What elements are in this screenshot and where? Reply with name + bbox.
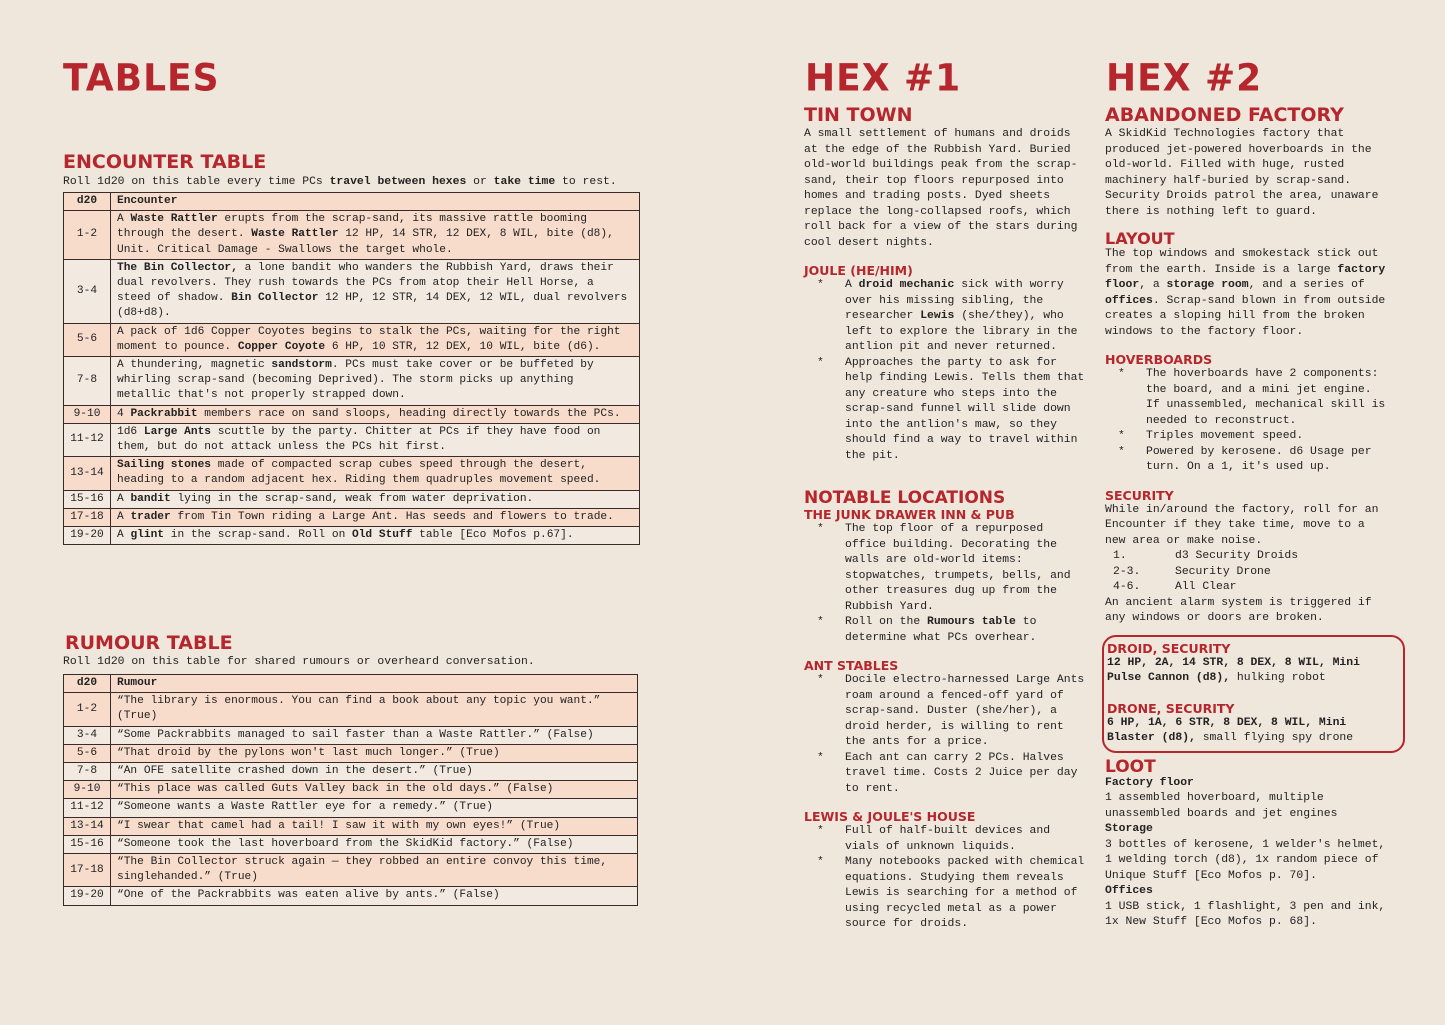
encounter-intro-text: Roll 1d20 on this table every time PCs bbox=[63, 176, 330, 188]
roll-cell: 11-12 bbox=[64, 799, 111, 817]
encounter-intro-bold: take time bbox=[493, 176, 556, 188]
encounter-table bbox=[63, 192, 640, 545]
lewis-house-list bbox=[804, 824, 1086, 933]
droid-title: DROID, SECURITY bbox=[1107, 640, 1231, 656]
table-row bbox=[64, 211, 640, 260]
cell-text: A bbox=[117, 529, 131, 542]
encounter-intro bbox=[63, 175, 643, 190]
list-item: * Triples movement speed. bbox=[1105, 429, 1388, 445]
cell-text: a lone bandit who wanders the Rubbish Yard, draws their dual revolvers. They rush towards the PCs from atop their Hell Horse, a steed of shadow. bbox=[117, 261, 614, 305]
list-item: * Docile electro-harnessed Large Ants roam around a fenced-off yard of scrap-sand. Duster (she/her), a droid herder, is willing to rent the ants for a price. bbox=[804, 673, 1086, 751]
hoverboards-title: HOVERBOARDS bbox=[1105, 352, 1213, 367]
table-row bbox=[64, 527, 640, 545]
rumour-cell: “This place was called Guts Valley back in the old days.” (False) bbox=[111, 781, 638, 799]
table-row bbox=[64, 799, 638, 817]
security-title: SECURITY bbox=[1105, 487, 1174, 503]
hex2-description: A SkidKid Technologies factory that produced jet-powered hoverboards in the old-world. Filled with huge, rusted machinery half-buried by scrap-sand. Security Droids patrol the area, unaware there is nothing left to guard. bbox=[1105, 128, 1379, 218]
list-item: * The top floor of a repurposed office building. Decorating the walls are old-world items: stopwatches, trumpets, bells, and other treasures dug up from the Rubbish Yard. bbox=[804, 522, 1086, 615]
loot-offices-label: Offices bbox=[1105, 885, 1153, 897]
list-text: (she/they), who left to explore the library in the antlion pit and never returned. bbox=[845, 310, 1078, 353]
encounter-cell bbox=[111, 211, 640, 260]
cell-text: table [Eco Mofos p.67]. bbox=[412, 529, 574, 542]
droid-desc: hulking robot bbox=[1230, 672, 1326, 684]
roll-cell: 17-18 bbox=[64, 508, 111, 526]
rumour-cell: “Some Packrabbits managed to sail faster than a Waste Rattler.” (False) bbox=[111, 726, 638, 744]
table-row bbox=[64, 423, 640, 456]
roll-cell: 19-20 bbox=[64, 527, 111, 545]
rumour-cell: “An OFE satellite crashed down in the desert.” (True) bbox=[111, 763, 638, 781]
loot-floor-label: Factory floor bbox=[1105, 776, 1194, 789]
layout-part: . Scrap-sand blown in from outside creates a sloping hill from the broken windows to the factory floor. bbox=[1105, 294, 1386, 338]
table-row bbox=[64, 490, 640, 508]
roll-cell: 15-16 bbox=[64, 835, 111, 853]
security-roll: 4-6. bbox=[1113, 581, 1141, 593]
roll-cell: 3-4 bbox=[64, 726, 111, 744]
list-item: * Many notebooks packed with chemical equations. Studying them reveals Lewis is searching for a method of using recycled metal as a power source for droids. bbox=[804, 855, 1086, 933]
list-item bbox=[804, 615, 1086, 646]
cell-bold: trader bbox=[130, 510, 171, 523]
layout-bold: offices bbox=[1105, 294, 1153, 307]
cell-text: A bbox=[117, 492, 131, 505]
stat-block bbox=[1102, 635, 1405, 753]
table-row bbox=[64, 781, 638, 799]
cell-text: 1d6 bbox=[117, 425, 144, 438]
roll-cell: 5-6 bbox=[64, 744, 111, 762]
cell-bold: Large Ants bbox=[143, 425, 211, 438]
security-roll-row bbox=[1113, 580, 1388, 596]
table-row bbox=[64, 357, 640, 406]
loot-floor: 1 assembled hoverboard, multiple unassembled boards and jet engines bbox=[1105, 792, 1338, 820]
droid-stats-bold: 12 HP, 2A, 14 STR, 8 DEX, 8 WIL, Mini Pulse Cannon (d8), bbox=[1107, 656, 1360, 684]
loot-storage: 3 bottles of kerosene, 1 welder's helmet, 1 welding torch (d8), 1x random piece of Unique Stuff [Eco Mofos p. 70]. bbox=[1105, 838, 1386, 882]
hex1-name: TIN TOWN bbox=[804, 104, 913, 126]
encounter-cell bbox=[111, 423, 640, 456]
rumour-cell: “Someone wants a Waste Rattler eye for a remedy.” (True) bbox=[111, 799, 638, 817]
cell-text: members race on sand sloops, heading directly towards the PCs. bbox=[197, 407, 621, 420]
security-result: d3 Security Droids bbox=[1175, 550, 1299, 562]
layout-part: , and a series of bbox=[1248, 279, 1365, 291]
cell-text: in the scrap-sand. Roll on bbox=[164, 529, 352, 542]
cell-text: 12 HP, 12 STR, 14 DEX, 12 WIL, dual revolvers (d8+d8). bbox=[117, 292, 628, 320]
notable-locations-title: NOTABLE LOCATIONS bbox=[804, 488, 1006, 508]
cell-text: A bbox=[117, 510, 131, 523]
encounter-cell bbox=[111, 405, 640, 423]
list-item: * The hoverboards have 2 components: the board, and a mini jet engine. If unassembled, mechanical skill is needed to reconstruct. bbox=[1105, 367, 1388, 429]
cell-bold: The Bin Collector, bbox=[117, 261, 238, 274]
drone-title: DRONE, SECURITY bbox=[1107, 700, 1235, 716]
list-bold: droid mechanic bbox=[858, 279, 955, 291]
header-rumour: Rumour bbox=[111, 675, 638, 693]
roll-cell: 1-2 bbox=[64, 211, 111, 260]
roll-cell: 7-8 bbox=[64, 763, 111, 781]
encounter-cell bbox=[111, 508, 640, 526]
encounter-intro-text: or bbox=[466, 176, 494, 188]
security-roll-row bbox=[1113, 549, 1388, 565]
list-item bbox=[804, 278, 1086, 356]
cell-text: A bbox=[117, 213, 131, 226]
table-row bbox=[64, 835, 638, 853]
table-row bbox=[64, 817, 638, 835]
table-row bbox=[64, 259, 640, 323]
table-header-row bbox=[64, 675, 638, 693]
rumour-table bbox=[63, 674, 638, 906]
cell-text: lying in the scrap-sand, weak from water deprivation. bbox=[170, 492, 534, 505]
encounter-intro-text: to rest. bbox=[555, 176, 617, 188]
rumour-cell: “That droid by the pylons won't last much longer.” (True) bbox=[111, 744, 638, 762]
cell-text: scuttle by the party. Chitter at PCs if they have food on them, but do not attack unless the PCs hit first. bbox=[117, 425, 601, 454]
joule-list bbox=[804, 278, 1086, 464]
table-row bbox=[64, 726, 638, 744]
rumour-intro: Roll 1d20 on this table for shared rumours or overheard conversation. bbox=[63, 656, 535, 668]
list-item: * Each ant can carry 2 PCs. Halves travel time. Costs 2 Juice per day to rent. bbox=[804, 751, 1086, 798]
list-item: * Powered by kerosene. d6 Usage per turn. On a 1, it's used up. bbox=[1105, 445, 1388, 476]
cell-bold: sandstorm bbox=[271, 359, 332, 372]
roll-cell: 19-20 bbox=[64, 887, 111, 905]
roll-cell: 11-12 bbox=[64, 423, 111, 456]
encounter-cell bbox=[111, 527, 640, 545]
list-bold: Lewis bbox=[920, 310, 955, 322]
hoverboards-list bbox=[1105, 367, 1388, 476]
joule-title: JOULE (HE/HIM) bbox=[804, 263, 913, 278]
droid-stats bbox=[1107, 656, 1379, 687]
security-roll-row bbox=[1113, 565, 1388, 581]
cell-text: 4 bbox=[117, 407, 131, 420]
table-row bbox=[64, 887, 638, 905]
rumour-table-title: RUMOUR TABLE bbox=[65, 632, 233, 654]
roll-cell: 7-8 bbox=[64, 357, 111, 406]
lewis-house-title: LEWIS & JOULE'S HOUSE bbox=[804, 809, 976, 824]
table-row bbox=[64, 508, 640, 526]
list-text: A bbox=[845, 279, 859, 291]
hex1-column bbox=[804, 106, 1086, 933]
hex1-description: A small settlement of humans and droids at the edge of the Rubbish Yard. Buried old-world buildings peak from the scrap-sand, their top floors repurposed into homes and trading posts. Dyed sheets replace the long-collapsed roofs, which roll back for a view of the stars during cool desert nights. bbox=[804, 128, 1078, 249]
encounter-cell bbox=[111, 259, 640, 323]
table-row bbox=[64, 693, 638, 726]
table-row bbox=[64, 854, 638, 887]
list-text: Roll on the bbox=[845, 616, 928, 628]
cell-bold: Packrabbit bbox=[130, 407, 198, 420]
cell-text: A pack of 1d6 Copper Coyotes begins to stalk the PCs, waiting for the right moment to pounce. bbox=[117, 325, 621, 353]
security-roll: 2-3. bbox=[1113, 565, 1141, 578]
drone-stats bbox=[1107, 716, 1379, 747]
hex2-title: HEX #2 bbox=[1106, 56, 1263, 100]
header-encounter: Encounter bbox=[111, 193, 640, 211]
roll-cell: 13-14 bbox=[64, 457, 111, 490]
encounter-cell bbox=[111, 490, 640, 508]
hex1-title: HEX #1 bbox=[805, 56, 962, 100]
encounter-table-title: ENCOUNTER TABLE bbox=[63, 151, 267, 173]
security-intro: While in/around the factory, roll for an Encounter if they take time, move to a new area or make noise. bbox=[1105, 503, 1379, 547]
rumour-cell: “The library is enormous. You can find a book about any topic you want.” (True) bbox=[111, 693, 638, 726]
hex2-column bbox=[1105, 106, 1388, 931]
table-header-row bbox=[64, 193, 640, 211]
cell-text: made of compacted scrap cubes speed through the desert, heading to a random adjacent hex. Riding them quadruples movement speed. bbox=[117, 459, 601, 487]
list-bold: Rumours table bbox=[927, 616, 1016, 628]
cell-bold: Old Stuff bbox=[352, 529, 413, 542]
junk-drawer-list bbox=[804, 522, 1086, 646]
table-row bbox=[64, 405, 640, 423]
security-result: All Clear bbox=[1175, 581, 1237, 593]
cell-text: from Tin Town riding a Large Ant. Has seeds and flowers to trade. bbox=[170, 510, 614, 523]
list-text: to determine what PCs overhear. bbox=[845, 616, 1037, 644]
junk-drawer-title: THE JUNK DRAWER INN & PUB bbox=[804, 507, 1015, 522]
security-outro: An ancient alarm system is triggered if any windows or doors are broken. bbox=[1105, 596, 1372, 624]
rumour-cell: “One of the Packrabbits was eaten alive by ants.” (False) bbox=[111, 887, 638, 905]
cell-text: . PCs must take cover or be buffeted by whirling scrap-sand (becoming Deprived). The storm picks up anything metallic that's not properly strapped down. bbox=[117, 359, 594, 402]
layout-text bbox=[1105, 247, 1388, 340]
cell-text: 6 HP, 10 STR, 12 DEX, 10 WIL, bite (d6). bbox=[325, 340, 601, 353]
security-result: Security Drone bbox=[1175, 565, 1271, 578]
layout-part: , a bbox=[1139, 279, 1167, 291]
ant-stables-list bbox=[804, 673, 1086, 797]
cell-text: erupts from the scrap-sand, its massive rattle booming through the desert. bbox=[117, 213, 587, 241]
layout-part: The top windows and smokestack stick out from the earth. Inside is a large bbox=[1105, 248, 1379, 276]
cell-bold: bandit bbox=[130, 492, 171, 505]
table-row bbox=[64, 744, 638, 762]
ant-stables-title: ANT STABLES bbox=[804, 658, 899, 673]
cell-bold: Waste Rattler bbox=[251, 228, 339, 241]
cell-text: A thundering, magnetic bbox=[117, 359, 272, 372]
rumour-cell: “I swear that camel had a tail! I saw it with my own eyes!” (True) bbox=[111, 817, 638, 835]
table-row bbox=[64, 323, 640, 356]
header-roll: d20 bbox=[64, 675, 111, 693]
encounter-cell bbox=[111, 357, 640, 406]
roll-cell: 9-10 bbox=[64, 781, 111, 799]
cell-text: 12 HP, 14 STR, 12 DEX, 8 WIL, bite (d8), Unit. Critical Damage - Swallows the target whole. bbox=[117, 228, 614, 256]
roll-cell: 5-6 bbox=[64, 323, 111, 356]
roll-cell: 3-4 bbox=[64, 259, 111, 323]
roll-cell: 9-10 bbox=[64, 405, 111, 423]
security-roll: 1. bbox=[1113, 550, 1127, 562]
header-roll: d20 bbox=[64, 193, 111, 211]
encounter-cell bbox=[111, 323, 640, 356]
cell-bold: Copper Coyote bbox=[237, 340, 326, 353]
drone-stats-bold: 6 HP, 1A, 6 STR, 8 DEX, 8 WIL, Mini Blaster (d8), bbox=[1107, 716, 1347, 744]
tables-title: TABLES bbox=[63, 56, 220, 100]
rumour-cell: “The Bin Collector struck again — they robbed an entire convoy this time, singlehanded.” (True) bbox=[111, 854, 638, 887]
encounter-cell bbox=[111, 457, 640, 490]
loot-offices: 1 USB stick, 1 flashlight, 3 pen and ink, 1x New Stuff [Eco Mofos p. 68]. bbox=[1105, 900, 1386, 928]
cell-bold: Sailing stones bbox=[117, 459, 211, 472]
table-row bbox=[64, 457, 640, 490]
loot-storage-label: Storage bbox=[1105, 823, 1153, 835]
hex2-name: ABANDONED FACTORY bbox=[1105, 104, 1344, 126]
list-item: * Approaches the party to ask for help finding Lewis. Tells them that any creature who steps into the scrap-sand funnel will slide down into the antlion's maw, so they should find a way to travel within the pit. bbox=[804, 356, 1086, 465]
cell-bold: Waste Rattler bbox=[130, 213, 218, 226]
loot-title: LOOT bbox=[1105, 756, 1156, 777]
layout-bold: factory floor bbox=[1105, 263, 1386, 291]
roll-cell: 17-18 bbox=[64, 854, 111, 887]
roll-cell: 15-16 bbox=[64, 490, 111, 508]
list-item: * Full of half-built devices and vials of unknown liquids. bbox=[804, 824, 1086, 855]
layout-bold: storage room bbox=[1166, 279, 1249, 291]
cell-bold: Bin Collector bbox=[231, 292, 319, 305]
list-text: sick with worry over his missing sibling, the researcher bbox=[845, 279, 1064, 322]
table-row bbox=[64, 763, 638, 781]
rumour-cell: “Someone took the last hoverboard from the SkidKid factory.” (False) bbox=[111, 835, 638, 853]
cell-bold: glint bbox=[130, 529, 165, 542]
roll-cell: 13-14 bbox=[64, 817, 111, 835]
layout-title: LAYOUT bbox=[1105, 229, 1175, 248]
encounter-intro-bold: travel between hexes bbox=[329, 176, 467, 188]
roll-cell: 1-2 bbox=[64, 693, 111, 726]
security-roll-list bbox=[1105, 549, 1388, 596]
drone-desc: small flying spy drone bbox=[1195, 732, 1354, 744]
